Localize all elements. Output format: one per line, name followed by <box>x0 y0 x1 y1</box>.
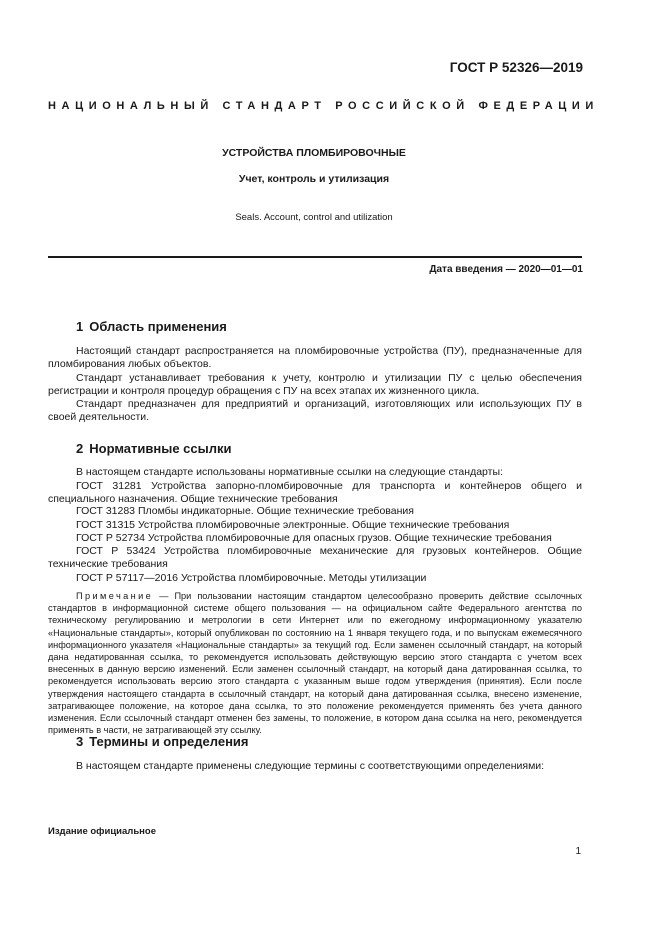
document-title: УСТРОЙСТВА ПЛОМБИРОВОЧНЫЕ <box>222 147 406 159</box>
section-title: Термины и определения <box>89 734 249 749</box>
page-number: 1 <box>575 846 581 857</box>
standard-code: ГОСТ Р 52326—2019 <box>449 60 583 75</box>
title-divider <box>48 256 582 258</box>
reference-item: ГОСТ Р 57117—2016 Устройства пломбировочные. Методы утилизации <box>76 572 427 584</box>
paragraph: Стандарт предназначен для предприятий и организаций, изготовляющих или использующих ПУ в своей деятельности. <box>48 398 582 424</box>
paragraph: В настоящем стандарте использованы нормативные ссылки на следующие стандарты: <box>76 466 503 478</box>
section-title: Область применения <box>89 319 227 334</box>
section-number: 2 <box>76 441 84 456</box>
document-subtitle: Учет, контроль и утилизация <box>238 173 390 185</box>
reference-item: ГОСТ Р 53424 Устройства пломбировочные механические для грузовых контейнеров. Общие технические требования <box>48 545 582 571</box>
national-standard-banner: НАЦИОНАЛЬНЫЙ СТАНДАРТ РОССИЙСКОЙ ФЕДЕРАЦИИ <box>48 100 599 112</box>
reference-item: ГОСТ 31315 Устройства пломбировочные электронные. Общие технические требования <box>76 519 510 531</box>
reference-item: ГОСТ 31281 Устройства запорно-пломбировочные для транспорта и контейнеров общего и специального назначения. Общие технические требования <box>48 480 582 506</box>
english-title: Seals. Account, control and utilization <box>235 212 393 223</box>
reference-item: ГОСТ Р 52734 Устройства пломбировочные для опасных грузов. Общие технические требования <box>76 532 552 544</box>
note-label: Примечание <box>76 591 154 601</box>
section-3-heading <box>76 734 249 749</box>
section-number: 3 <box>76 734 84 749</box>
section-2-heading <box>76 441 231 456</box>
paragraph: Настоящий стандарт распространяется на пломбировочные устройства (ПУ), предназначенные для пломбирования любых объектов. <box>48 345 582 371</box>
paragraph: Стандарт устанавливает требования к учету, контролю и утилизации ПУ с целью обеспечения регистрации и контроля процедур обращения с ПУ на всех этапах их жизненного цикла. <box>48 372 582 398</box>
section-title: Нормативные ссылки <box>89 441 232 456</box>
official-edition-label: Издание официальное <box>48 826 156 837</box>
section-1-heading <box>76 319 227 334</box>
introduction-date: Дата введения — 2020—01—01 <box>429 264 583 275</box>
note-text: — При пользовании настоящим стандартом целесообразно проверить действие ссылочных стандартов в информационной системе общего пользования — на официальном сайте Федерального агентства по техническому регулированию и метрологии в сети Интернет или по ежегодному информационному указателю «Национальные стандарты», который опубликован по состоянию на 1 января текущего года, и по выпускам ежемесячного информационного указателя «Национальные стандарты» за текущий год. Если заменен ссылочный стандарт, на который дана недатированная ссылка, то рекомендуется использовать действующую версию этого стандарта с учетом всех внесенных в данную версию изменений. Если заменен ссылочный стандарт, на который дана датированная ссылка, то рекомендуется использовать версию этого стандарта с указанным выше годом утверждения (принятия). Если после утверждения настоящего стандарта в ссылочный стандарт, на который дана датированная ссылка, внесено изменение, затрагивающее положение, на которое дана ссылка, то это положение рекомендуется применять без учета данного изменения. Если ссылочный стандарт отменен без замены, то положение, в котором дана ссылка на него, рекомендуется применять в части, не затрагивающей эту ссылку. <box>48 591 582 736</box>
section-number: 1 <box>76 319 84 334</box>
reference-item: ГОСТ 31283 Пломбы индикаторные. Общие технические требования <box>76 505 414 517</box>
reference-note <box>48 590 582 736</box>
paragraph: В настоящем стандарте применены следующие термины с соответствующими определениями: <box>76 760 545 772</box>
